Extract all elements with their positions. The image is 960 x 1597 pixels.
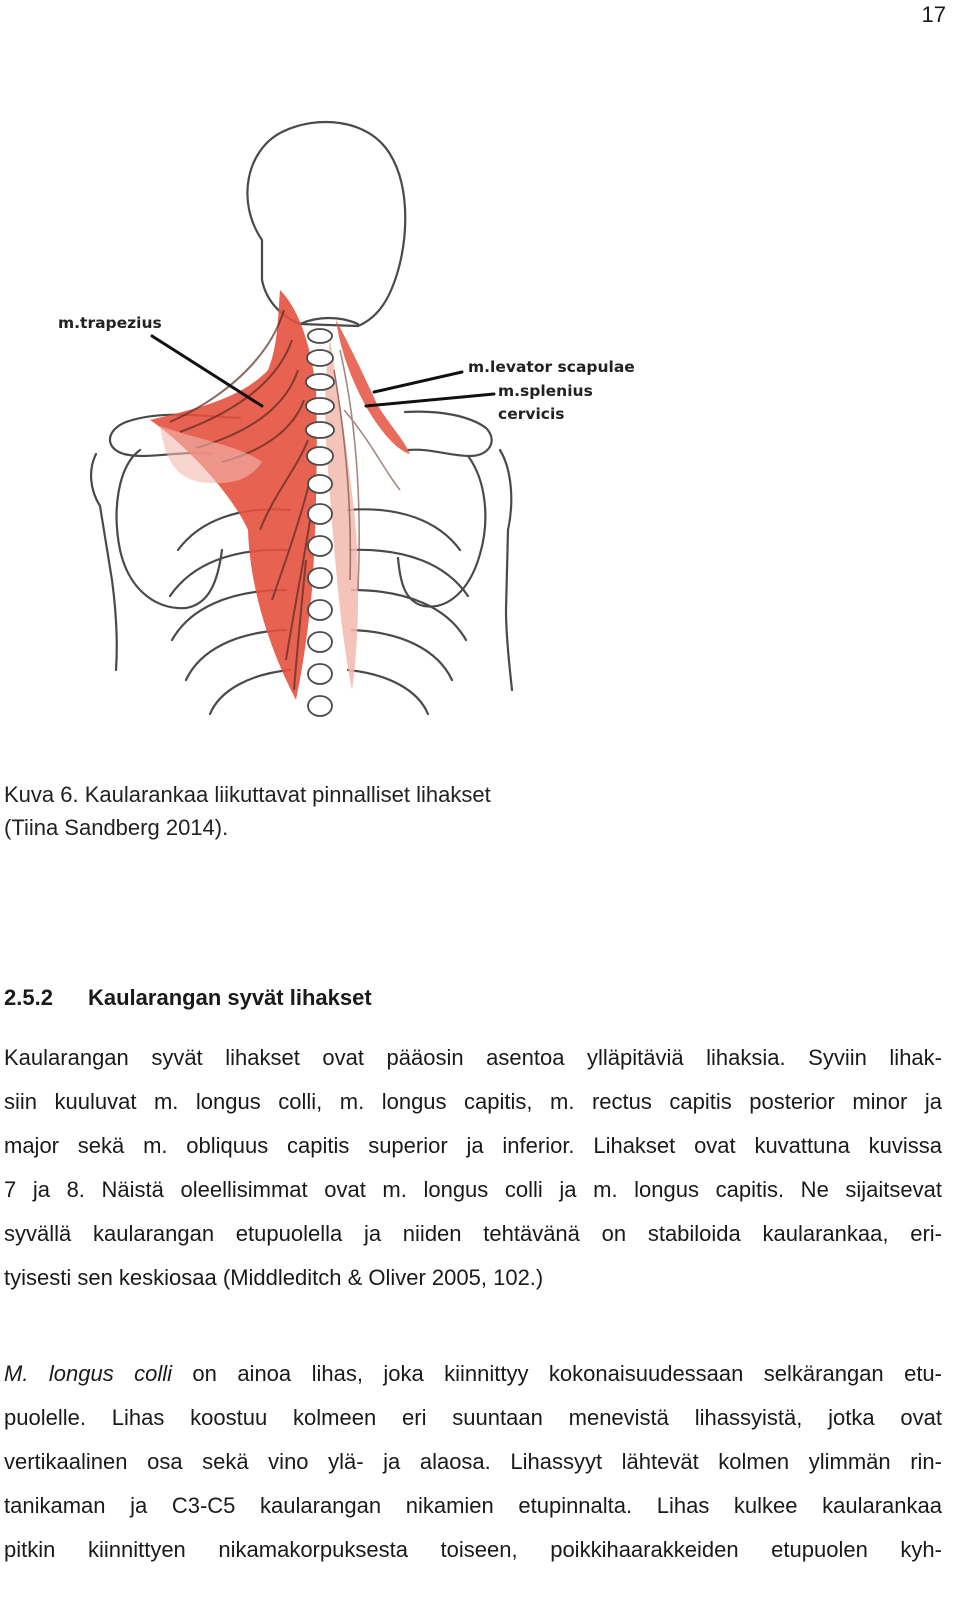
section-title: Kaularangan syvät lihakset xyxy=(88,985,372,1010)
paragraph-1-line: tyisesti sen keskiosaa (Middleditch & Oliver 2005, 102.) xyxy=(4,1265,544,1290)
section-heading xyxy=(4,985,372,1011)
left-humerus xyxy=(91,454,117,670)
muscle-name-italic: M. longus colli xyxy=(4,1361,173,1386)
caption-line-2: (Tiina Sandberg 2014). xyxy=(4,815,229,840)
page-number: 17 xyxy=(921,2,946,27)
label-splenius: m.splenius xyxy=(498,382,593,400)
neck-muscle-illustration xyxy=(0,110,960,730)
paragraph-1-line: major sekä m. obliquus capitis superior ja inferior. Lihakset ovat kuvattuna kuvissa xyxy=(4,1133,942,1158)
paragraph-1-line: Kaularangan syvät lihakset ovat pääosin asentoa ylläpitäviä lihaksia. Syviin lihak- xyxy=(4,1045,942,1070)
label-trapezius: m.trapezius xyxy=(58,314,162,332)
caption-line-1: Kuva 6. Kaularankaa liikuttavat pinnalliset lihakset xyxy=(4,782,491,807)
label-levator-scapulae: m.levator scapulae xyxy=(468,358,635,376)
splenius-leader-line xyxy=(366,394,494,406)
paragraph-2-line: puolelle. Lihas koostuu kolmeen eri suuntaan menevistä lihassyistä, jotka ovat xyxy=(4,1405,942,1430)
paragraph-1 xyxy=(4,1036,942,1300)
right-shoulder xyxy=(405,412,492,456)
anatomy-figure xyxy=(0,110,960,730)
paragraph-1-line: syvällä kaularangan etupuolella ja niiden tehtävänä on stabiloida kaularankaa, eri- xyxy=(4,1221,942,1246)
label-cervicis: cervicis xyxy=(498,405,565,423)
paragraph-2-line: pitkin kiinnittyen nikamakorpuksesta toiseen, poikkihaarakkeiden etupuolen kyh- xyxy=(4,1537,942,1562)
right-humerus xyxy=(500,450,512,690)
skull-outline xyxy=(247,122,405,326)
levator-leader-line xyxy=(374,372,462,392)
paragraph-2 xyxy=(4,1352,942,1572)
paragraph-2-line: vertikaalinen osa sekä vino ylä- ja alaosa. Lihassyyt lähtevät kolmen ylimmän rin- xyxy=(4,1449,942,1474)
paragraph-1-line: 7 ja 8. Näistä oleellisimmat ovat m. longus colli ja m. longus capitis. Ne sijaitsevat xyxy=(4,1177,942,1202)
paragraph-2-line-1-rest: on ainoa lihas, joka kiinnittyy kokonaisuudessaan selkärangan etu- xyxy=(172,1361,942,1386)
figure-caption xyxy=(4,778,491,844)
paragraph-2-line-1 xyxy=(4,1352,942,1396)
paragraph-2-line: tanikaman ja C3-C5 kaularangan nikamien etupinnalta. Lihas kulkee kaularankaa xyxy=(4,1493,942,1518)
section-number: 2.5.2 xyxy=(4,985,53,1010)
skull-base xyxy=(300,318,358,324)
paragraph-1-line: siin kuuluvat m. longus colli, m. longus capitis, m. rectus capitis posterior minor ja xyxy=(4,1089,942,1114)
